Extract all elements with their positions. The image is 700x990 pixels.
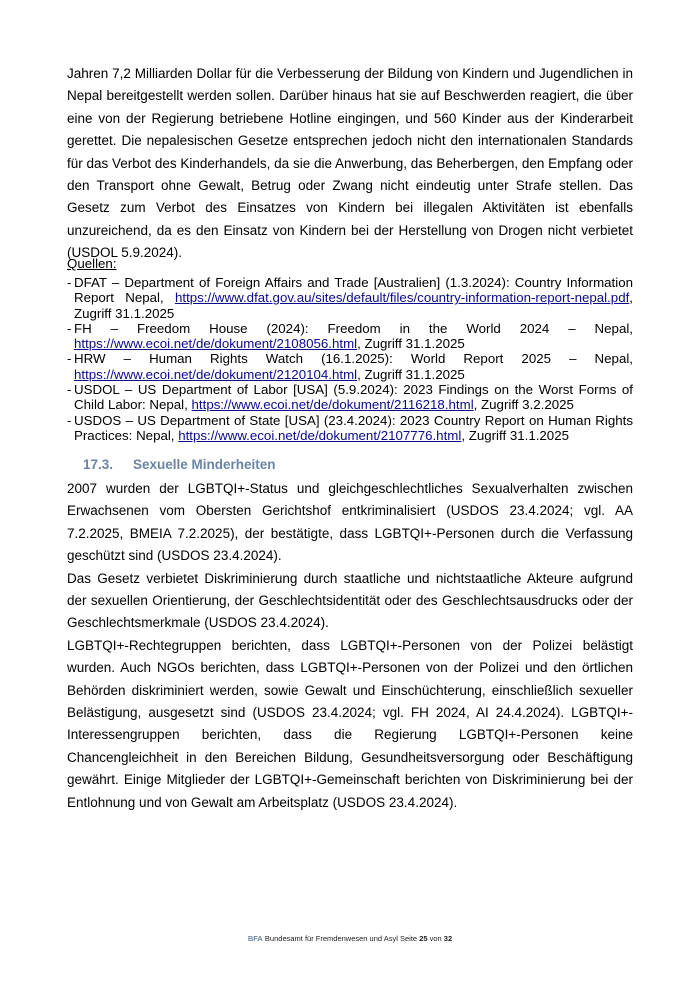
source-link[interactable]: https://www.ecoi.net/de/dokument/2108056.html bbox=[74, 336, 358, 352]
section-paragraph: Das Gesetz verbietet Diskriminierung durch staatliche und nichtstaatliche Akteure aufgrund der sexuellen Orientierung, der Geschlechtsidentität oder des Geschlechtsausdrucks oder der Geschlechtsmerkmale (USDOS 23.4.2024). bbox=[67, 570, 633, 631]
source-text: USDOS – US Department of State [USA] (23.4.2024): 2023 Country Report on Human Rights Practices: Nepal, bbox=[74, 412, 633, 443]
sources-heading: Quellen: bbox=[67, 256, 117, 271]
source-link[interactable]: https://www.ecoi.net/de/dokument/2116218.html bbox=[191, 397, 474, 413]
section-title: Sexuelle Minderheiten bbox=[133, 457, 276, 472]
source-item bbox=[67, 351, 633, 382]
footer-page-total: 32 bbox=[443, 934, 453, 943]
section-paragraph: 2007 wurden der LGBTQI+-Status und gleichgeschlechtliches Sexualverhalten zwischen Erwachsenen vom Obersten Gerichtshof entkriminalisiert (USDOS 23.4.2024; vgl. AA 7.2.2025, BMEIA 7.2.2025), der bestätigte, dass LGBTQI+-Personen durch die Verfassung geschützt sind (USDOS 23.4.2024). bbox=[67, 481, 633, 564]
source-item bbox=[67, 382, 633, 413]
section-heading bbox=[83, 456, 276, 474]
source-text: USDOL – US Department of Labor [USA] (5.9.2024): 2023 Findings on the Worst Forms of Child Labor: Nepal, bbox=[74, 382, 633, 413]
section-paragraph: LGBTQI+-Rechtegruppen berichten, dass LGBTQI+-Personen von der Polizei belästigt wurden. Auch NGOs berichten, dass LGBTQI+-Personen von der Polizei und den örtlichen Behörden diskriminiert werden, sowie Gewalt und Einschüchterung, einschließlich sexueller Belästigung, ausgesetzt sind (USDOS 23.4.2024; vgl. FH 2024, AI 24.4.2024). LGBTQI+-Interessengruppen berichten, dass die Regierung LGBTQI+-Personen keine Chancengleichheit in den Bereichen Bildung, Gesundheitsversorgung oder Beschäftigung gewährt. Einige Mitglieder der LGBTQI+-Gemeinschaft berichten von Diskriminierung bei der Entlohnung und von Gewalt am Arbeitsplatz (USDOS 23.4.2024). bbox=[67, 637, 633, 810]
source-text: HRW – Human Rights Watch (16.1.2025): World Report 2025 – Nepal, bbox=[74, 351, 633, 367]
source-accessed: , Zugriff 31.1.2025 bbox=[461, 427, 569, 443]
page-footer bbox=[0, 934, 700, 944]
footer-org: Bundesamt für Fremdenwesen und Asyl Seite bbox=[262, 934, 420, 943]
footer-of: von bbox=[427, 934, 444, 943]
source-link[interactable]: https://www.ecoi.net/de/dokument/2107776.html bbox=[178, 427, 462, 443]
footer-page-number: 25 bbox=[419, 934, 428, 943]
source-accessed: , Zugriff 31.1.2025 bbox=[357, 366, 465, 382]
source-accessed: , Zugriff 31.1.2025 bbox=[74, 290, 633, 321]
source-accessed: , Zugriff 3.2.2025 bbox=[473, 397, 574, 413]
sources-list bbox=[67, 275, 633, 443]
source-item bbox=[67, 275, 633, 321]
intro-paragraph: Jahren 7,2 Milliarden Dollar für die Verbesserung der Bildung von Kindern und Jugendlichen in Nepal bereitgestellt werden sollen. Darüber hinaus hat sie auf Beschwerden reagiert, die über eine von der Regierung betriebene Hotline eingingen, und 560 Kinder aus der Kinderarbeit gerettet. Die nepalesischen Gesetze entsprechen jedoch nicht den internationalen Standards für das Verbot des Kinderhandels, da sie die Anwerbung, das Beherbergen, den Empfang oder den Transport ohne Gewalt, Betrug oder Zwang nicht eindeutig unter Strafe stellen. Das Gesetz zum Verbot des Einsatzes von Kindern bei illegalen Aktivitäten ist ebenfalls unzureichend, da es den Einsatz von Kindern bei der Herstellung von Drogen nicht verbietet (USDOL 5.9.2024). bbox=[67, 66, 633, 261]
source-link[interactable]: https://www.dfat.gov.au/sites/default/files/country-information-report-nepal.pdf bbox=[175, 290, 630, 306]
section-number: 17.3. bbox=[83, 457, 114, 472]
source-accessed: , Zugriff 31.1.2025 bbox=[357, 336, 465, 352]
source-link[interactable]: https://www.ecoi.net/de/dokument/2120104.html bbox=[74, 366, 358, 382]
source-text: DFAT – Department of Foreign Affairs and Trade [Australien] (1.3.2024): Country Information Report Nepal, bbox=[74, 275, 633, 306]
section-body bbox=[67, 478, 633, 814]
footer-brand: BFA bbox=[247, 934, 263, 943]
source-item bbox=[67, 413, 633, 444]
source-item bbox=[67, 321, 633, 352]
source-text: FH – Freedom House (2024): Freedom in the World 2024 – Nepal, bbox=[74, 320, 633, 336]
